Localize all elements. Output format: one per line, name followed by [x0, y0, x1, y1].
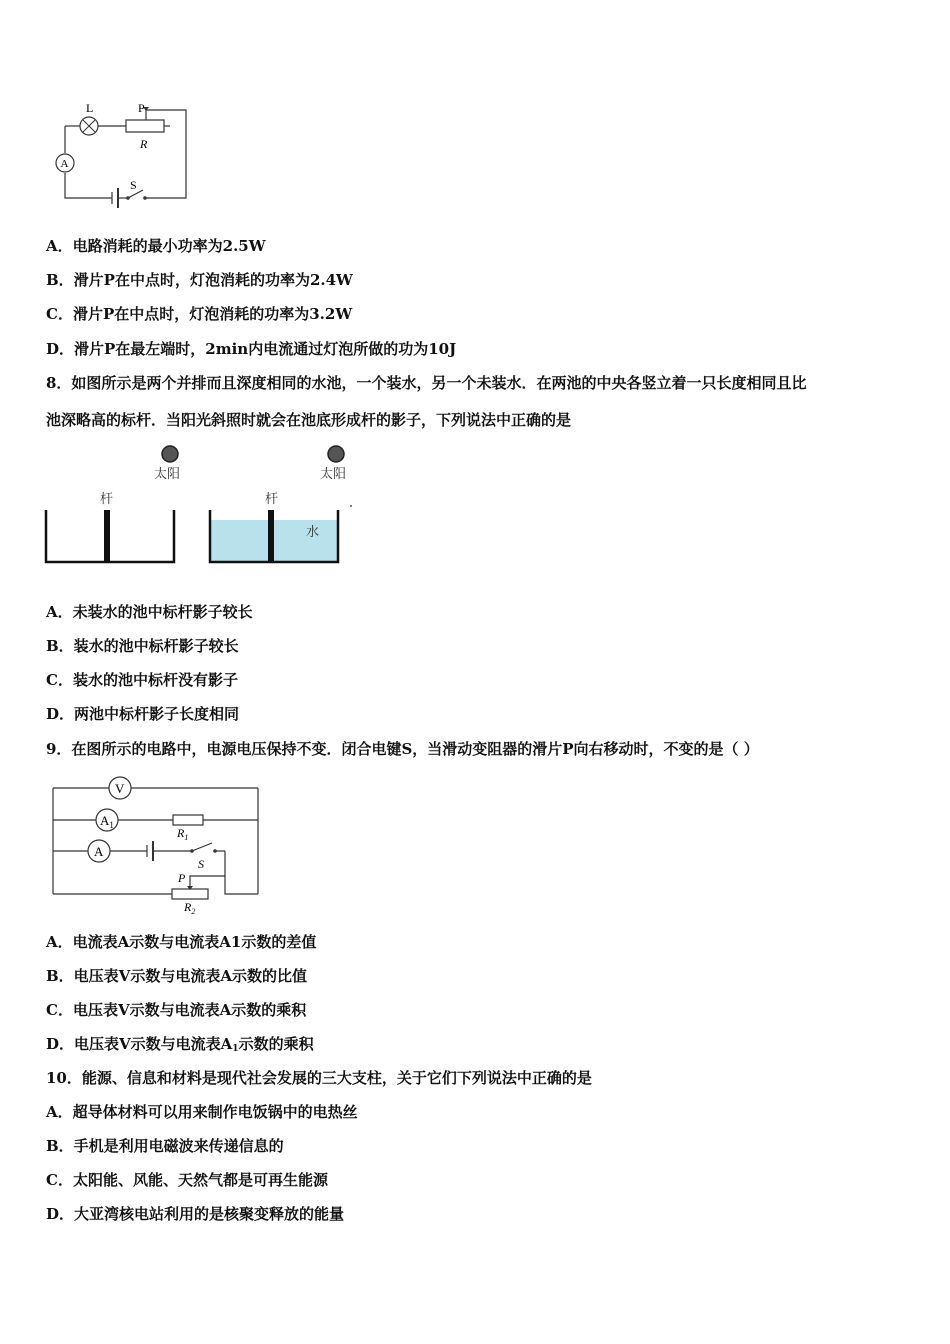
- q10-option-b: B．手机是利用电磁波来传递信息的: [46, 1137, 284, 1155]
- water-label: 水: [306, 524, 320, 539]
- resistor-r1: [173, 815, 203, 825]
- q8-option-a: A．未装水的池中标杆影子较长: [46, 603, 253, 621]
- pole-left: [104, 510, 110, 562]
- sun-right: [328, 446, 344, 462]
- q8-stem-line1: 8．如图所示是两个并排而且深度相同的水池，一个装水，另一个未装水．在两池的中央各竖立着一只长度相同且比: [46, 374, 807, 392]
- q10-option-a: A．超导体材料可以用来制作电饭锅中的电热丝: [46, 1103, 358, 1121]
- r1-label: $R_1$: [177, 826, 189, 842]
- q8-stem-line2: 池深略高的标杆．当阳光斜照时就会在池底形成杆的影子，下列说法中正确的是: [46, 411, 572, 429]
- q7-circuit-diagram: [50, 98, 200, 216]
- voltmeter-label: V: [115, 781, 125, 796]
- switch-label: S: [198, 857, 204, 871]
- sun-left: [162, 446, 178, 462]
- q8-pools-diagram: [40, 440, 360, 570]
- q7-option-b: B．滑片P在中点时，灯泡消耗的功率为2.4W: [46, 271, 353, 289]
- ammeter-label: A: [60, 158, 69, 170]
- ammeter-a1-label: $A_1$: [100, 813, 114, 830]
- q10-option-c: C．太阳能、风能、天然气都是可再生能源: [46, 1171, 328, 1189]
- switch-label: S: [130, 178, 137, 192]
- q7-option-c: C．滑片P在中点时，灯泡消耗的功率为3.2W: [46, 305, 353, 323]
- q9-option-d-sub: 1: [232, 1044, 239, 1054]
- q9-option-d-pre: D．电压表V示数与电流表A: [46, 1035, 233, 1053]
- sun-label-left: 太阳: [154, 466, 181, 481]
- slider-label: P: [178, 871, 186, 885]
- q10-option-d: D．大亚湾核电站利用的是核聚变释放的能量: [46, 1205, 345, 1223]
- resistor-label: R: [140, 137, 148, 151]
- pole-label-right: 杆: [265, 491, 279, 506]
- q7-option-a: A．电路消耗的最小功率为2.5W: [46, 237, 266, 255]
- q9-option-d: [46, 1034, 314, 1059]
- sun-label-right: 太阳: [320, 466, 347, 481]
- lamp-label: L: [86, 101, 94, 115]
- q9-option-a: A．电流表A示数与电流表A1示数的差值: [46, 933, 317, 951]
- slider-label: P: [138, 101, 145, 115]
- pole-label-left: 杆: [100, 491, 114, 506]
- q9-option-b: B．电压表V示数与电流表A示数的比值: [46, 967, 307, 985]
- q8-option-b: B．装水的池中标杆影子较长: [46, 637, 239, 655]
- q9-option-d-post: 示数的乘积: [238, 1035, 314, 1053]
- q10-stem: 10．能源、信息和材料是现代社会发展的三大支柱，关于它们下列说法中正确的是: [46, 1069, 592, 1087]
- q9-stem: 9．在图所示的电路中，电源电压保持不变．闭合电键S，当滑动变阻器的滑片P向右移动时，不变的是（ ）: [46, 740, 759, 758]
- ammeter-a-label: A: [94, 844, 104, 859]
- q8-option-c: C．装水的池中标杆没有影子: [46, 671, 238, 689]
- pole-right: [268, 510, 274, 562]
- q9-option-c: C．电压表V示数与电流表A示数的乘积: [46, 1001, 307, 1019]
- q9-circuit-diagram: [50, 770, 265, 915]
- r2-label: $R_2$: [184, 900, 196, 915]
- rheostat-r2: [172, 889, 208, 899]
- rheostat-r: [126, 120, 164, 132]
- q8-option-d: D．两池中标杆影子长度相同: [46, 705, 240, 723]
- q7-option-d: D．滑片P在最左端时，2min内电流通过灯泡所做的功为10J: [46, 340, 457, 358]
